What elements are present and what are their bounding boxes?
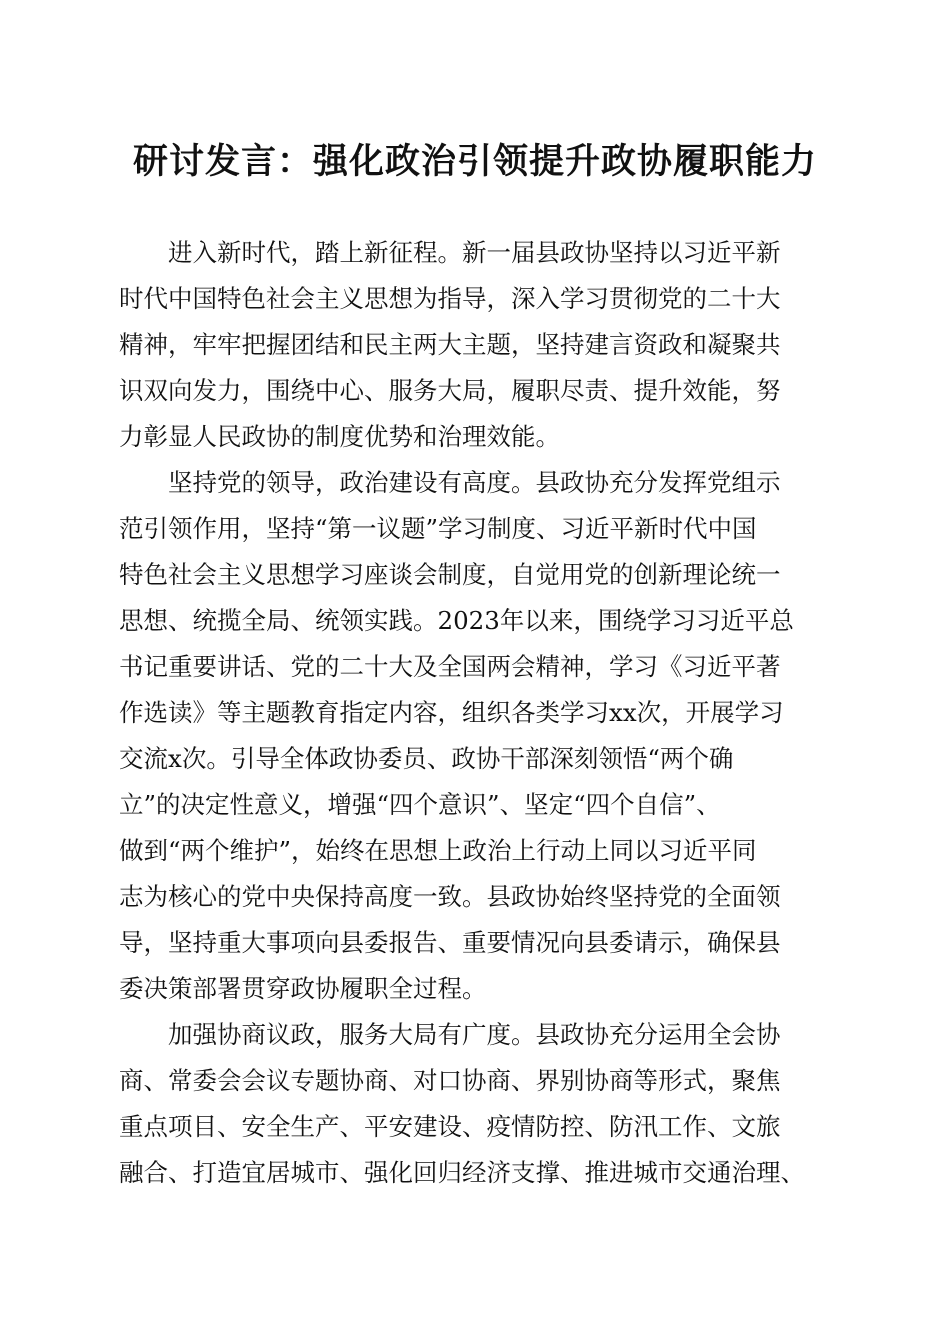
paragraph-2-line-7: 交流x次。引导全体政协委员、政协干部深刻领悟“两个确 [119,744,734,773]
paragraph-2-line-11: 导，坚持重大事项向县委报告、重要情况向县委请示，确保县 [119,928,781,957]
paragraph-2-line-2: 范引领作用，坚持“第一议题”学习制度、习近平新时代中国 [119,514,757,543]
paragraph-2-line-4: 思想、统揽全局、统领实践。2023年以来，围绕学习习近平总 [119,606,794,635]
paragraph-2-line-10: 志为核心的党中央保持高度一致。县政协始终坚持党的全面领 [119,882,781,911]
paragraph-2-line-1: 坚持党的领导，政治建设有高度。县政协充分发挥党组示 [168,468,781,497]
paragraph-3-line-4: 融合、打造宜居城市、强化回归经济支撑、推进城市交通治理、 [119,1158,805,1187]
paragraph-2-line-9: 做到“两个维护”，始终在思想上政治上行动上同以习近平同 [119,836,757,865]
paragraph-3-line-2: 商、常委会会议专题协商、对口协商、界别协商等形式，聚焦 [119,1066,781,1095]
paragraph-2-line-12: 委决策部署贯穿政协履职全过程。 [119,974,487,1003]
paragraph-2-line-3: 特色社会主义思想学习座谈会制度，自觉用党的创新理论统一 [119,560,781,589]
paragraph-2-line-8: 立”的决定性意义，增强“四个意识”、坚定“四个自信”、 [119,790,721,819]
paragraph-1-line-1: 进入新时代，踏上新征程。新一届县政协坚持以习近平新 [168,238,781,267]
paragraph-3-line-1: 加强协商议政，服务大局有广度。县政协充分运用全会协 [168,1020,781,1049]
paragraph-1-line-5: 力彰显人民政协的制度优势和治理效能。 [119,422,560,451]
paragraph-1-line-4: 识双向发力，围绕中心、服务大局，履职尽责、提升效能，努 [119,376,781,405]
paragraph-2-line-6: 作选读》等主题教育指定内容，组织各类学习xx次，开展学习 [119,698,784,727]
document-title: 研讨发言：强化政治引领提升政协履职能力 [132,141,817,182]
paragraph-1-line-3: 精神，牢牢把握团结和民主两大主题，坚持建言资政和凝聚共 [119,330,781,359]
paragraph-3-line-3: 重点项目、安全生产、平安建设、疫情防控、防汛工作、文旅 [119,1112,781,1141]
paragraph-2-line-5: 书记重要讲话、党的二十大及全国两会精神，学习《习近平著 [119,652,781,681]
paragraph-1-line-2: 时代中国特色社会主义思想为指导，深入学习贯彻党的二十大 [119,284,781,313]
